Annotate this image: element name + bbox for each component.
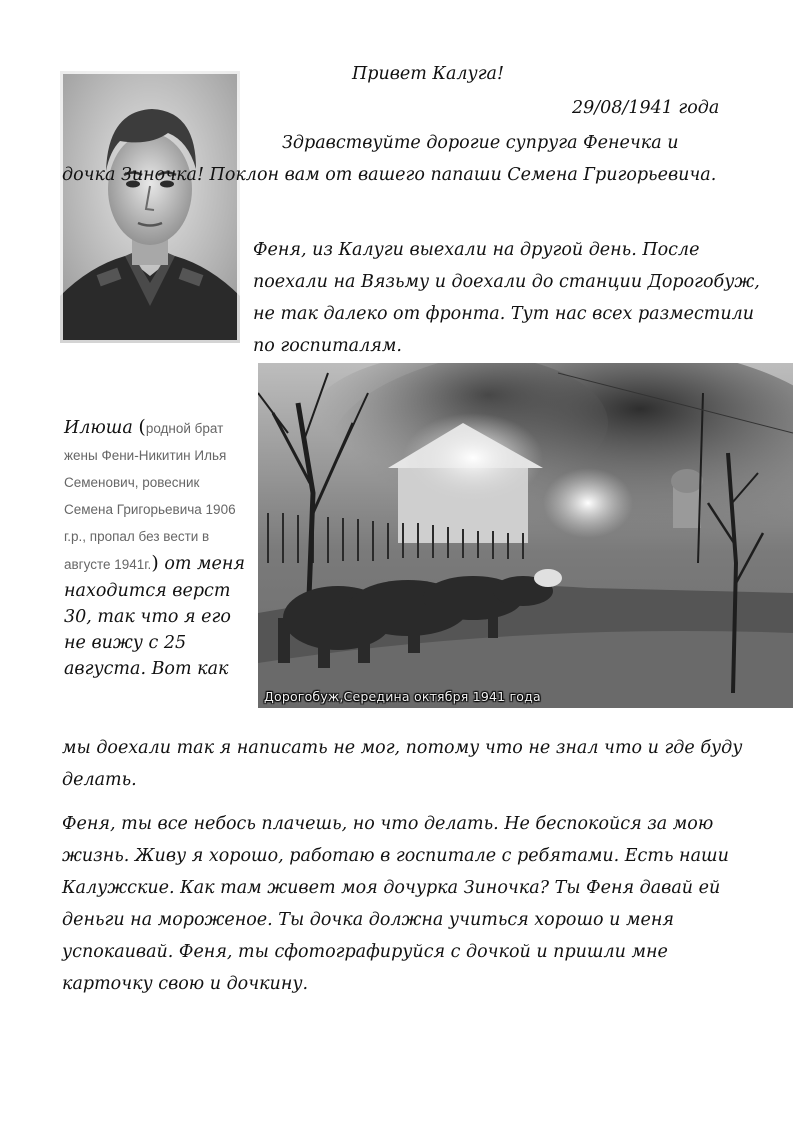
portrait-photo bbox=[60, 71, 240, 343]
letter-date: 29/08/1941 года bbox=[572, 98, 720, 118]
side-column-ilyusha bbox=[64, 414, 248, 682]
paragraph-greeting bbox=[62, 127, 722, 191]
greeting-line: Привет Калуга! bbox=[352, 64, 505, 84]
close-paren: ) bbox=[151, 552, 159, 574]
paragraph-travel: Феня, из Калуги выехали на другой день. После поехали на Вязьму и доехали до станции Дорогобуж, не так далеко от фронта. Тут нас всех разместили по госпиталям. bbox=[253, 240, 760, 356]
paragraph-arrival: мы доехали так я написать не мог, потому что не знал что и где буду делать. bbox=[62, 738, 743, 790]
photo-caption: Дорогобуж,Середина октября 1941 года bbox=[264, 689, 541, 704]
paragraph-closing: Феня, ты все небось плачешь, но что делать. Не беспокойся за мою жизнь. Живу я хорошо, работаю в госпитале с ребятами. Есть наши Калужские. Как там живет моя дочурка Зиночка? Ты Феня давай ей деньги на мороженое. Ты дочка должна учиться хорошо и меня успокаивай. Феня, ты сфотографируйся с дочкой и пришли мне карточку свою и дочкину. bbox=[62, 814, 729, 994]
paragraph-greeting-text: Здравствуйте дорогие супруга Фенечка и дочка Зиночка! Поклон вам от вашего папаши Семена Григорьевича. bbox=[62, 133, 717, 185]
war-photo bbox=[258, 363, 793, 708]
open-paren: ( bbox=[138, 416, 146, 438]
side-continuation: от меня находится верст 30, так что я его не вижу с 25 августа. Вот как bbox=[64, 554, 245, 679]
side-name: Илюша bbox=[64, 418, 133, 438]
side-note: родной брат жены Фени-Никитин Илья Семенович, ровесник Семена Григорьевича 1906 г.р., пропал без вести в августе 1941г. bbox=[64, 421, 236, 572]
